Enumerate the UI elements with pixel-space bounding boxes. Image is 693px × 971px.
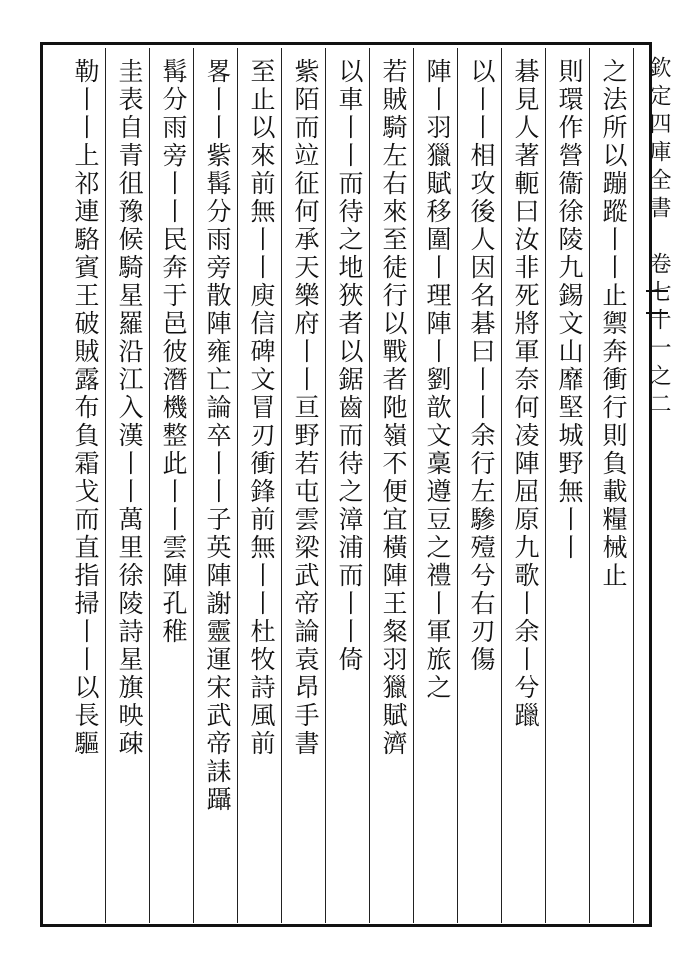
text-column-8: 紫陌而竝征何承天樂府丨丨亘野若屯雲梁武帝論袁昂手書 bbox=[291, 58, 320, 758]
text-column-12: 圭表自青徂豫候騎星羅沿江入漢丨丨萬里徐陵詩星旗映疎 bbox=[115, 58, 144, 758]
text-column-11: 髯分雨旁丨丨民奔于邑彼潛機整此丨丨雲陣孔稚 bbox=[159, 58, 188, 646]
text-column-5: 陣丨羽獵賦移圍丨理陣丨劉歆文稾遵豆之禮丨軍旅之 bbox=[423, 58, 452, 702]
text-column-6: 若賊騎左右來至徒行以戰者阤嶺不便宜橫陣王粲羽獵賦濟 bbox=[379, 58, 408, 758]
column-rule bbox=[369, 48, 370, 923]
column-rule bbox=[633, 48, 634, 923]
column-rule bbox=[457, 48, 458, 923]
text-column-7: 以車丨丨而待之地狹者以鋸齒而待之漳浦而丨丨倚 bbox=[335, 58, 364, 674]
column-rule bbox=[325, 48, 326, 923]
column-rule bbox=[501, 48, 502, 923]
column-rule bbox=[237, 48, 238, 923]
text-column-4: 以丨丨相攻後人因名碁曰丨丨余行左驂殪兮右刃傷 bbox=[467, 58, 496, 674]
column-rule bbox=[589, 48, 590, 923]
column-rule bbox=[545, 48, 546, 923]
column-rule bbox=[149, 48, 150, 923]
column-rule bbox=[105, 48, 106, 923]
column-rule bbox=[193, 48, 194, 923]
text-column-2: 則環作營衞徐陵九錫文山靡堅城野無丨丨 bbox=[555, 58, 584, 562]
margin-title: 欽定四庫全書 卷七十一之二 bbox=[646, 56, 671, 420]
column-rule bbox=[413, 48, 414, 923]
column-rule bbox=[281, 48, 282, 923]
fishtail-mark bbox=[646, 290, 668, 314]
text-column-3: 碁見人著軛曰汝非死將軍奈何凌陣屈原九歌丨余丨兮躐 bbox=[511, 58, 540, 730]
text-column-10: 畧丨丨紫髯分雨旁散陣雍亡論卒丨丨子英陣謝靈運宋武帝誄躡 bbox=[203, 58, 232, 814]
text-column-9: 至止以來前無丨丨庾信碑文冒刃衝鋒前無丨丨杜牧詩風前 bbox=[247, 58, 276, 758]
text-column-1: 之法所以蹦蹤丨丨止禦奔衝行則負載糧械止 bbox=[599, 58, 628, 590]
text-column-13: 勒丨丨上祁連駱賓王破賊露布負霜戈而直指掃丨丨以長驅 bbox=[71, 58, 100, 758]
